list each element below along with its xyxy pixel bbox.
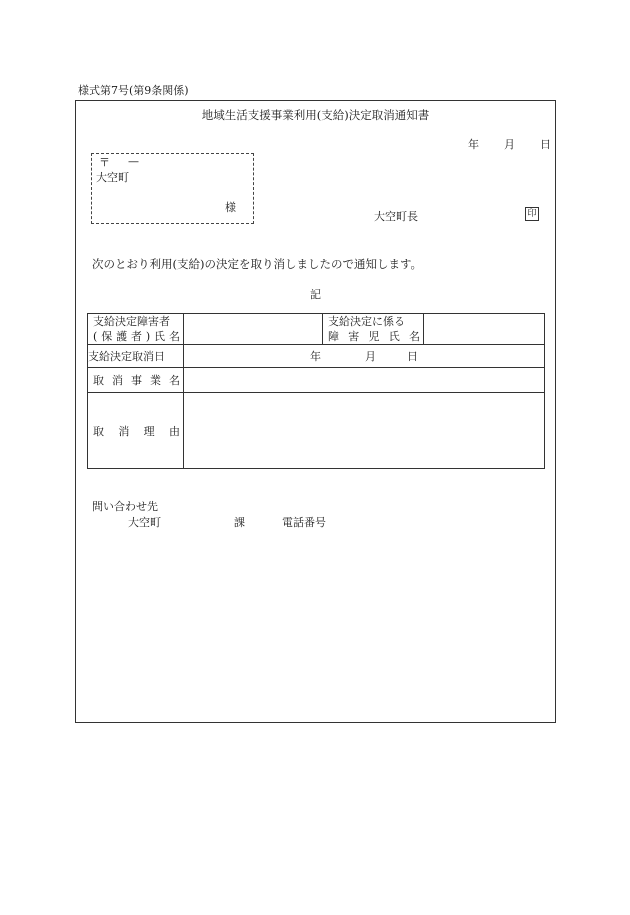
table-row xyxy=(88,345,545,368)
recipient-label-line1: 支給決定障害者 xyxy=(93,315,170,328)
business-label-cell xyxy=(88,368,184,393)
cancel-date-label: 支給決定取消日 xyxy=(88,345,184,368)
child-label-line1: 支給決定に係る xyxy=(328,315,405,328)
label-char: 氏 xyxy=(154,330,166,343)
cancel-date-day: 日 xyxy=(407,350,418,363)
reason-label-cell xyxy=(88,393,184,469)
document-title: 地域生活支援事業利用(支給)決定取消通知書 xyxy=(201,108,430,122)
reason-field[interactable] xyxy=(184,393,545,469)
contact-department: 課 xyxy=(234,516,245,529)
label-char: 業 xyxy=(150,374,161,387)
business-name-field[interactable] xyxy=(184,368,545,393)
cancel-date-month: 月 xyxy=(365,350,376,363)
seal-mark: 印 xyxy=(525,207,539,221)
label-char: 理 xyxy=(143,424,155,438)
contact-phone-label: 電話番号 xyxy=(282,516,326,529)
contact-town: 大空町 xyxy=(128,516,161,529)
recipient-honorific: 様 xyxy=(225,201,236,214)
ki-label: 記 xyxy=(310,288,321,301)
postal-mark: 〒 xyxy=(99,156,110,169)
recipient-label-cell xyxy=(88,314,184,345)
cancel-date-year: 年 xyxy=(310,350,321,363)
label-char: 名 xyxy=(168,330,180,343)
label-char: 消 xyxy=(112,374,123,387)
child-name-field[interactable] xyxy=(424,314,545,345)
label-char: 護 xyxy=(116,330,128,343)
business-label xyxy=(88,372,183,388)
label-char: 児 xyxy=(368,330,380,343)
label-char: ) xyxy=(145,330,151,343)
issuer-name: 大空町長 xyxy=(374,210,418,223)
label-char: 取 xyxy=(93,374,104,387)
contact-heading: 問い合わせ先 xyxy=(92,500,158,513)
recipient-town: 大空町 xyxy=(96,171,129,184)
recipient-label-line2 xyxy=(88,329,183,344)
label-char: 氏 xyxy=(388,330,400,343)
label-char: 保 xyxy=(101,330,113,343)
date-day-label: 日 xyxy=(540,138,551,151)
date-year-label: 年 xyxy=(468,138,479,151)
table-row xyxy=(88,368,545,393)
label-char: 事 xyxy=(131,374,142,387)
form-number: 様式第7号(第9条関係) xyxy=(78,84,189,97)
recipient-name-field[interactable] xyxy=(184,314,323,345)
label-char: 障 xyxy=(328,330,339,343)
label-char: 害 xyxy=(348,330,360,343)
details-table xyxy=(87,313,545,469)
label-char: 者 xyxy=(130,330,142,343)
child-label-line2 xyxy=(323,329,423,344)
date-month-label: 月 xyxy=(504,138,515,151)
child-label-cell xyxy=(323,314,424,345)
body-text: 次のとおり利用(支給)の決定を取り消しましたので通知します。 xyxy=(92,257,423,271)
label-char: 消 xyxy=(118,424,130,438)
label-char: 取 xyxy=(93,424,104,438)
label-char: 名 xyxy=(409,330,420,343)
label-char: 名 xyxy=(169,374,180,387)
cancel-date-field[interactable] xyxy=(184,345,545,368)
postal-dash: — xyxy=(128,155,139,168)
table-row xyxy=(88,393,545,469)
label-char: 由 xyxy=(168,424,180,438)
table-row xyxy=(88,314,545,345)
label-char: ( xyxy=(93,330,98,343)
reason-label xyxy=(88,423,183,439)
